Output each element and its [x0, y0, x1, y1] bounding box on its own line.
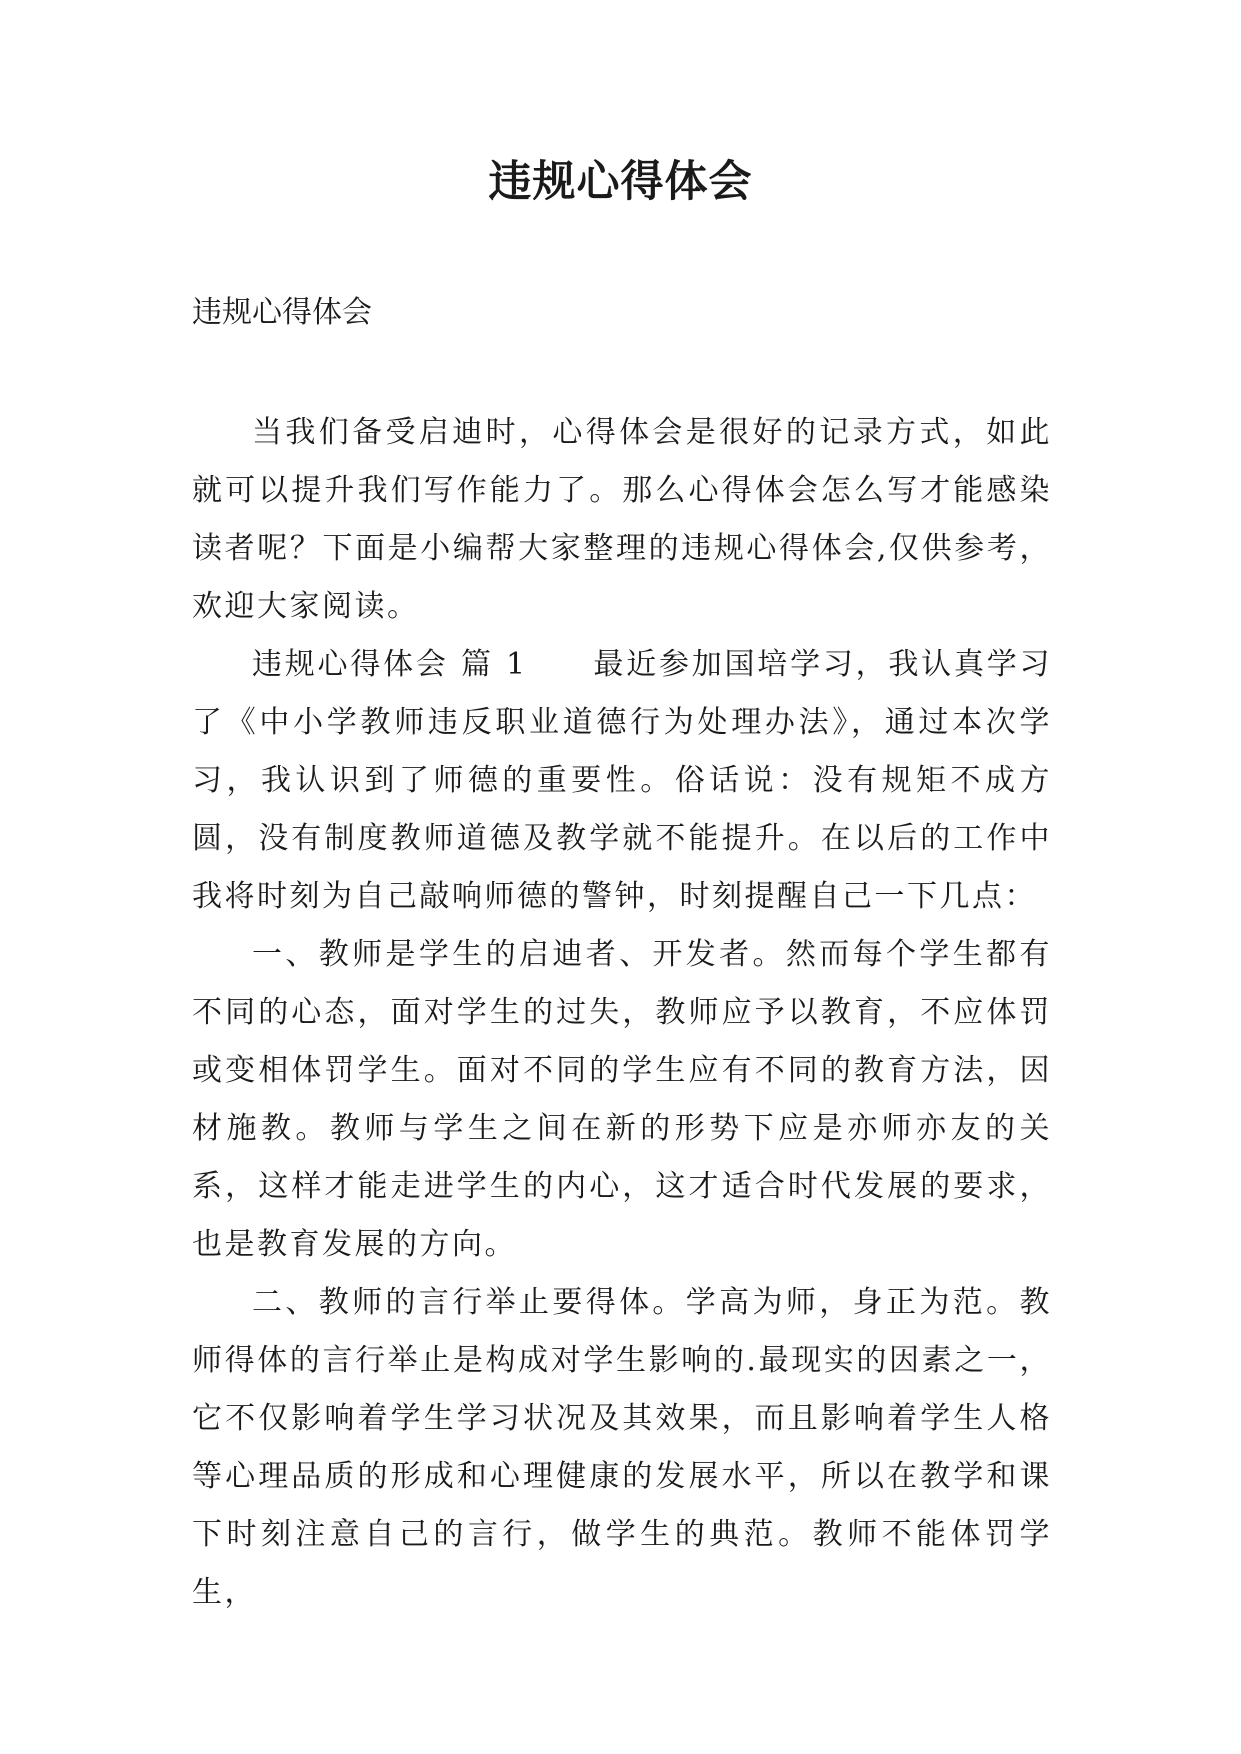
section-1-paragraph: 违规心得体会 篇 1 最近参加国培学习，我认真学习了《中小学教师违反职业道德行为处理办法》，通过本次学习，我认识到了师德的重要性。俗话说：没有规矩不成方圆，没有制度教师道德及教学就不能提升。在以后的工作中我将时刻为自己敲响师德的警钟，时刻提醒自己一下几点： — [192, 647, 1052, 914]
page-title: 违规心得体会 — [488, 157, 753, 207]
document-subtitle: 违规心得体会 — [192, 295, 372, 330]
point-one-paragraph: 一、教师是学生的启迪者、开发者。然而每个学生都有不同的心态，面对学生的过失，教师应予以教育，不应体罚或变相体罚学生。面对不同的学生应有不同的教育方法，因材施教。教师与学生之间在新的形势下应是亦师亦友的关系，这样才能走进学生的内心，这才适合时代发展的要求，也是教育发展的方向。 — [192, 937, 1052, 1262]
document-body — [192, 404, 1052, 1622]
point-two-paragraph: 二、教师的言行举止要得体。学高为师，身正为范。教师得体的言行举止是构成对学生影响的.最现实的因素之一，它不仅影响着学生学习状况及其效果，而且影响着学生人格等心理品质的形成和心理健康的发展水平，所以在教学和课下时刻注意自己的言行，做学生的典范。教师不能体罚学生， — [192, 1285, 1052, 1610]
intro-paragraph: 当我们备受启迪时，心得体会是很好的记录方式，如此就可以提升我们写作能力了。那么心得体会怎么写才能感染读者呢？下面是小编帮大家整理的违规心得体会,仅供参考，欢迎大家阅读。 — [192, 415, 1052, 624]
